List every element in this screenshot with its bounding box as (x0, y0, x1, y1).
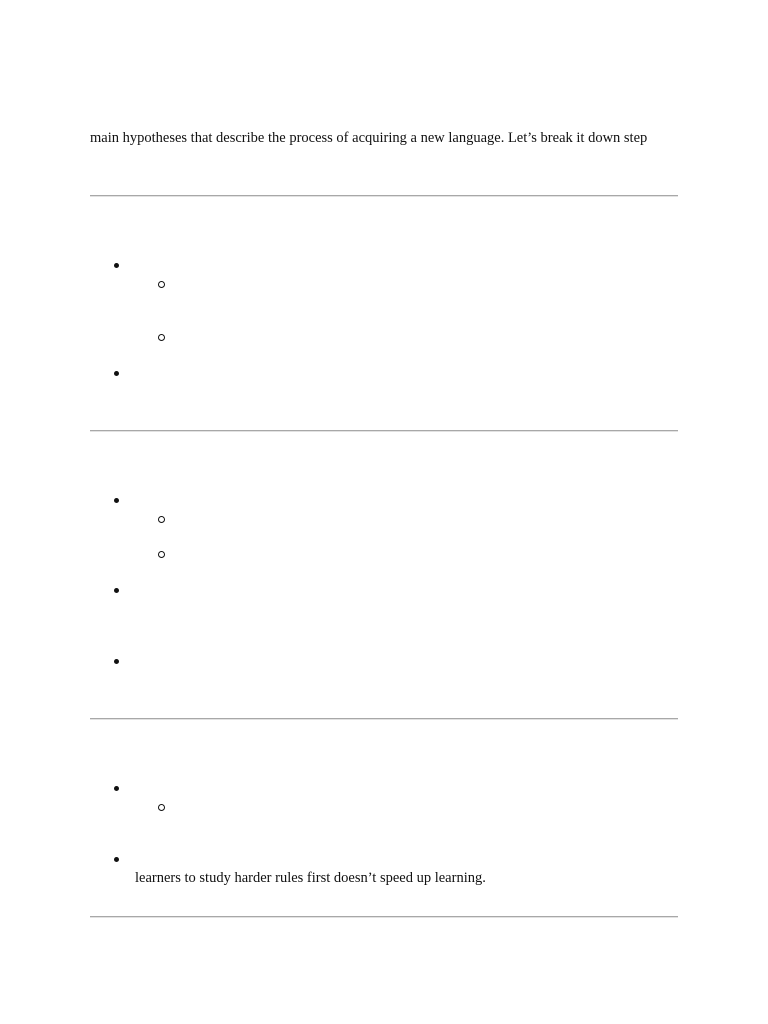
bullet-marker (114, 588, 119, 593)
bullet-marker (114, 659, 119, 664)
bullet-continuation-text: learners to study harder rules first doesn’t speed up learning. (135, 870, 486, 886)
bullet-marker (114, 263, 119, 268)
sub-bullet-marker (158, 516, 165, 523)
bullet-marker (114, 498, 119, 503)
sub-bullet-marker (158, 551, 165, 558)
sub-bullet-marker (158, 281, 165, 288)
sub-bullet-marker (158, 334, 165, 341)
bullet-marker (114, 786, 119, 791)
bullet-marker (114, 857, 119, 862)
intro-text-line: main hypotheses that describe the process of acquiring a new language. Let’s break it down step (90, 130, 648, 146)
section-divider (90, 718, 678, 720)
sub-bullet-marker (158, 804, 165, 811)
section-divider (90, 195, 678, 197)
section-divider (90, 916, 678, 918)
section-divider (90, 430, 678, 432)
bullet-marker (114, 371, 119, 376)
